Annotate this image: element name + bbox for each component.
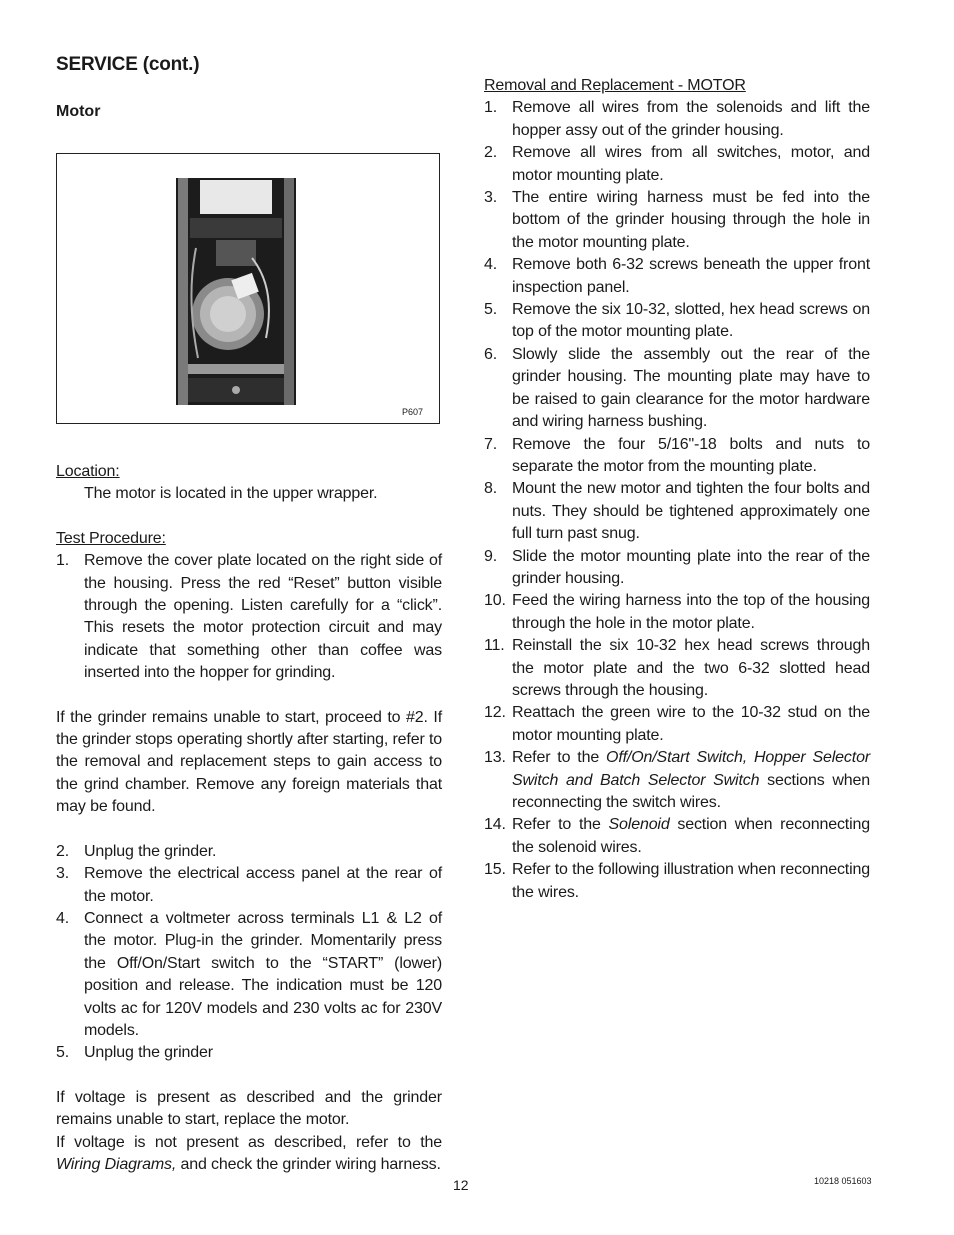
text-run: and check the grinder wiring harness. — [176, 1155, 441, 1173]
step-number: 1. — [56, 552, 70, 570]
step-text: Remove both 6-32 screws beneath the upper front inspection panel. — [512, 256, 870, 296]
list-item — [484, 747, 870, 814]
test-procedure-heading: Test Procedure: — [56, 529, 166, 547]
step-number: 5. — [484, 301, 498, 319]
step-text: Refer to the following illustration when reconnecting the wires. — [512, 861, 870, 901]
step-number: 5. — [56, 1044, 70, 1062]
step-number: 14. — [484, 816, 506, 834]
step-text: Remove all wires from all switches, motor, and motor mounting plate. — [512, 144, 870, 184]
step-number: 3. — [484, 189, 498, 207]
text-run: Refer to the — [512, 816, 609, 834]
removal-step-list — [484, 97, 870, 904]
location-text: The motor is located in the upper wrapper. — [84, 485, 378, 503]
test-step-list-2 — [56, 841, 442, 1065]
step-number: 9. — [484, 547, 498, 565]
list-item — [484, 590, 870, 635]
list-item — [56, 863, 442, 908]
list-item — [484, 702, 870, 747]
step-text: Connect a voltmeter across terminals L1 & L2 of the motor. Plug-in the grinder. Momentarily press the Off/On/Start switch to the “START” (lower) position and release. The indication must be 120 volts ac for 120V models and 230 volts ac for 230V models. — [84, 909, 442, 1039]
list-item — [484, 814, 870, 859]
motor-photo-frame — [56, 153, 440, 424]
step-number: 1. — [484, 99, 498, 117]
text-run: section when reconnecting the solenoid wires. — [512, 816, 870, 856]
removal-heading: Removal and Replacement - MOTOR — [484, 77, 746, 94]
list-item — [484, 546, 870, 591]
paragraph: If voltage is present as described and the grinder remains unable to start, replace the motor. — [56, 1088, 442, 1129]
step-number: 10. — [484, 592, 506, 610]
page-number: 12 — [453, 1177, 469, 1193]
step-number: 11. — [484, 637, 505, 655]
list-item — [484, 187, 870, 254]
step-number: 12. — [484, 704, 506, 722]
paragraph — [56, 1132, 442, 1177]
step-number: 3. — [56, 865, 70, 883]
list-item — [484, 434, 870, 479]
step-number: 4. — [56, 909, 70, 927]
list-item — [56, 841, 442, 863]
step-text: Mount the new motor and tighten the four bolts and nuts. They should be tightened approximately one full turn past snug. — [512, 480, 870, 543]
list-item — [484, 254, 870, 299]
step-number: 6. — [484, 345, 498, 363]
motor-photo — [176, 178, 296, 405]
photo-code: P607 — [401, 407, 423, 417]
step-number: 2. — [56, 842, 70, 860]
list-item — [484, 478, 870, 545]
list-item — [484, 299, 870, 344]
step-number: 2. — [484, 144, 498, 162]
step-text: Remove the six 10-32, slotted, hex head screws on top of the motor mounting plate. — [512, 301, 870, 341]
text-emphasis: Off/On/Start Switch, Hopper Selector Switch and Batch Selector Switch — [512, 749, 870, 789]
list-item — [56, 1042, 442, 1064]
list-item — [484, 635, 870, 702]
list-item — [56, 550, 442, 684]
list-item — [56, 908, 442, 1042]
step-text: Remove the four 5/16"-18 bolts and nuts to separate the motor from the mounting plate. — [512, 435, 870, 475]
step-text: Slowly slide the assembly out the rear of the grinder housing. The mounting plate may have to be raised to gain clearance for the motor hardware and wiring harness bushing. — [512, 345, 870, 431]
text-emphasis: Solenoid — [608, 816, 670, 834]
step-text: Remove all wires from the solenoids and lift the hopper assy out of the grinder housing. — [512, 99, 870, 139]
text-run: sections when reconnecting the switch wires. — [512, 771, 870, 811]
step-text: Reattach the green wire to the 10-32 stud on the motor mounting plate. — [512, 704, 870, 744]
step-text: Reinstall the six 10-32 hex head screws through the motor plate and the two 6-32 slotted head screws through the housing. — [512, 637, 870, 699]
step-text — [512, 747, 870, 814]
location-heading: Location: — [56, 463, 120, 480]
step-text: Feed the wiring harness into the top of the housing through the hole in the motor plate. — [512, 592, 870, 632]
page-title: SERVICE (cont.) — [56, 54, 200, 75]
list-item — [484, 142, 870, 187]
left-column — [56, 461, 442, 1176]
step-text: Slide the motor mounting plate into the rear of the grinder housing. — [512, 547, 870, 587]
step-number: 4. — [484, 256, 498, 274]
step-text: Unplug the grinder. — [84, 842, 217, 860]
right-column — [484, 75, 870, 904]
text-emphasis: Wiring Diagrams, — [56, 1155, 177, 1173]
step-text: The entire wiring harness must be fed into the bottom of the grinder housing through the hole in the motor mounting plate. — [512, 189, 870, 251]
doc-code: 10218 051603 — [814, 1176, 872, 1186]
list-item — [484, 859, 870, 904]
step-text — [512, 814, 870, 859]
step-number: 7. — [484, 435, 498, 453]
text-run: If voltage is not present as described, refer to the — [56, 1133, 442, 1151]
list-item — [484, 97, 870, 142]
test-step-list-1 — [56, 550, 442, 684]
step-text: Unplug the grinder — [84, 1044, 213, 1062]
section-title: Motor — [56, 103, 101, 120]
step-text: Remove the electrical access panel at the rear of the motor. — [84, 865, 442, 905]
step-number: 15. — [484, 861, 506, 879]
step-text: Remove the cover plate located on the right side of the housing. Press the red “Reset” button visible through the opening. Listen carefully for a “click”. This resets the motor protection circuit and may indicate that something other than coffee was inserted into the hopper for grinding. — [84, 552, 442, 682]
step-number: 13. — [484, 749, 506, 767]
step-number: 8. — [484, 480, 498, 498]
text-run: Refer to the — [512, 749, 607, 767]
list-item — [484, 344, 870, 434]
paragraph: If the grinder remains unable to start, proceed to #2. If the grinder stops operating shortly after starting, refer to the removal and replacement steps to gain access to the grind chamber. Remove any foreign materials that may be found. — [56, 708, 442, 816]
